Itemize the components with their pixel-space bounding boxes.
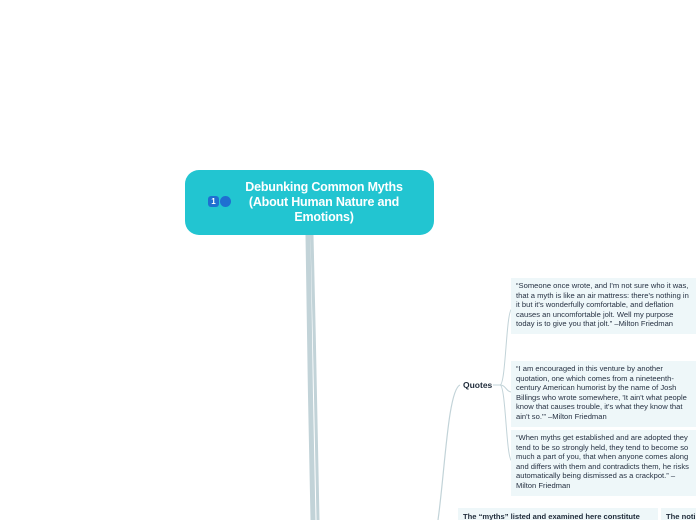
quotes-branch-connector bbox=[438, 385, 460, 520]
quote-card-3[interactable]: “When myths get established and are adopted they tend to be so strongly held, they tend to become so much a part of you, that when anyone comes along and differs with them and contradicts them, he risks automatically being dismissed as a crackpot.” –Milton Friedman bbox=[511, 430, 696, 496]
quote-connector-3 bbox=[493, 385, 512, 461]
central-topic-title: Debunking Common Myths (About Human Nature and Emotions) bbox=[245, 180, 403, 224]
globe-icon bbox=[220, 196, 231, 207]
central-topic[interactable] bbox=[185, 170, 434, 235]
quote-card-1[interactable]: “Someone once wrote, and I'm not sure who it was, that a myth is like an air mattress: there's nothing in it but it's wonderfully comfortable, and deflation causes an uncomfortable jolt. Well my purpose today is to give you that jolt.” –Milton Friedman bbox=[511, 278, 696, 334]
quotes-branch-label[interactable]: Quotes bbox=[463, 380, 493, 390]
notion-card[interactable]: The noti bbox=[661, 508, 696, 520]
central-topic-icons bbox=[208, 196, 231, 207]
myths-intro-card[interactable]: The “myths” listed and examined here constitute bbox=[458, 508, 658, 520]
number-1-icon: 1 bbox=[208, 196, 219, 207]
quote-card-2[interactable]: “I am encouraged in this venture by another quotation, one which comes from a nineteenth-century American humorist by the name of Josh Billings who wrote somewhere, 'It ain't what people know that causes trouble, it's what they know that ain't so.'” –Milton Friedman bbox=[511, 361, 696, 427]
quote-connector-1 bbox=[493, 309, 512, 385]
